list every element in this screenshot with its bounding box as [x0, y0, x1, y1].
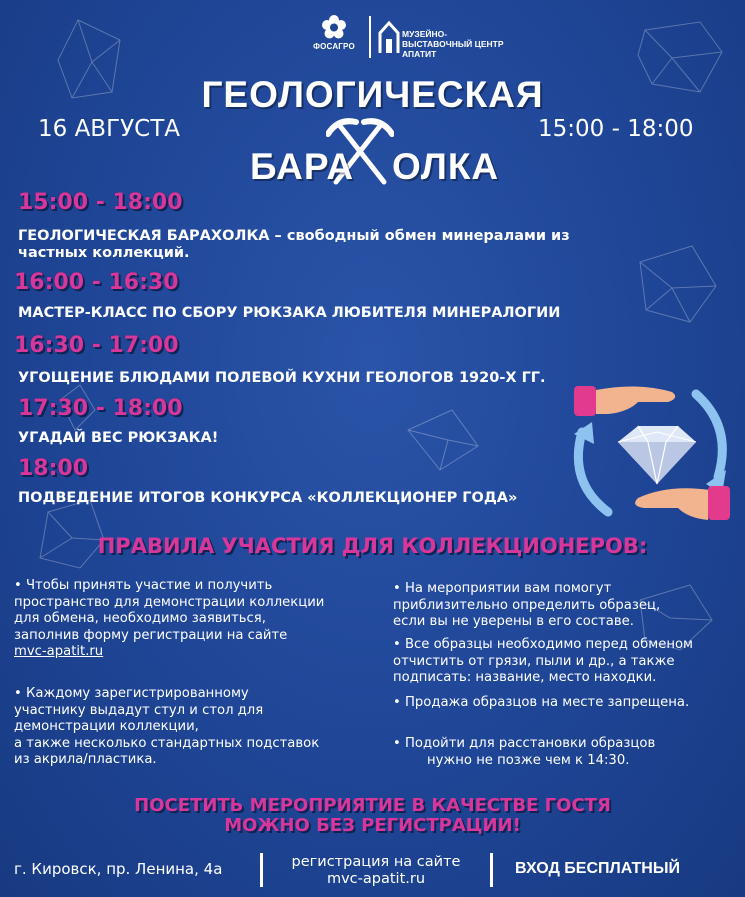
guest-line-1: ПОСЕТИТЬ МЕРОПРИЯТИЕ В КАЧЕСТВЕ ГОСТЯ — [134, 795, 611, 816]
footer-reg-line-1: регистрация на сайте — [291, 854, 461, 870]
rules-heading: ПРАВИЛА УЧАСТИЯ ДЛЯ КОЛЛЕКЦИОНЕРОВ: — [97, 534, 648, 558]
registration-link[interactable]: mvc-apatit.ru — [14, 644, 104, 660]
rule-right-2-line-1: • Все образцы необходимо перед обменом — [393, 637, 693, 652]
rule-right-2-line-3: подписать: название, место находки. — [393, 670, 657, 686]
logo-divider — [369, 16, 371, 58]
rule-right-1-line-3: если вы не уверены в его составе. — [393, 614, 634, 630]
fosagro-label: ФОСАГРО — [313, 42, 355, 51]
schedule-time-4: 17:30 - 18:00 — [18, 396, 183, 421]
rule-right-1-line-2: приблизительно определить образец, — [393, 597, 661, 613]
mvc-line-2: ВЫСТАВОЧНЫЙ ЦЕНТР — [402, 39, 504, 49]
event-time: 15:00 - 18:00 — [538, 116, 694, 142]
rule-right-3 — [393, 695, 738, 712]
hand-icon — [635, 486, 730, 520]
rule-right-4-line-2: нужно не позже чем к 14:30. — [427, 752, 630, 768]
event-date: 16 АВГУСТА — [38, 116, 180, 142]
title-line-2-right: ОЛКА — [392, 146, 500, 187]
flower-logo-icon — [321, 14, 347, 40]
diamond-icon — [618, 426, 696, 484]
rule-right-2 — [393, 637, 738, 687]
rule-left-2-line-2: участнику выдадут стул и стол для — [14, 702, 264, 718]
rule-left-1-line-4: заполнив форму регистрации на сайте — [14, 627, 288, 643]
guest-notice — [0, 796, 745, 836]
rule-right-3-line-1: • Продажа образцов на месте запрещена. — [393, 695, 690, 710]
schedule-text-5: ПОДВЕДЕНИЕ ИТОГОВ КОНКУРСА «КОЛЛЕКЦИОНЕР ГОДА» — [18, 490, 518, 506]
footer-divider-2 — [490, 853, 493, 887]
diamond-exchange-illustration — [568, 372, 738, 532]
rule-right-1-line-1: • На мероприятии вам помогут — [393, 581, 612, 596]
footer-divider-1 — [260, 853, 263, 887]
footer-address: г. Кировск, пр. Ленина, 4а — [14, 860, 223, 878]
rule-right-4-line-1: • Подойти для расстановки образцов — [393, 736, 656, 751]
title-line-2-left: БАРА — [250, 146, 355, 187]
schedule-text-1: ГЕОЛОГИЧЕСКАЯ БАРАХОЛКА – свободный обмен минералами из частных коллекций. — [18, 228, 570, 261]
schedule-text-2: МАСТЕР-КЛАСС ПО СБОРУ РЮКЗАКА ЛЮБИТЕЛЯ МИНЕРАЛОГИИ — [18, 305, 561, 321]
free-entry: ВХОД БЕСПЛАТНЫЙ — [515, 860, 680, 877]
title-line-1: ГЕОЛОГИЧЕСКАЯ — [201, 74, 544, 115]
rule-left-1-line-2: пространство для демонстрации коллекции — [14, 594, 325, 610]
rule-right-4 — [393, 736, 738, 769]
footer-registration — [276, 854, 476, 888]
rule-left-2 — [14, 686, 364, 769]
rule-left-2-line-5: из акрила/пластика. — [14, 752, 157, 768]
rule-left-1 — [14, 578, 364, 661]
rule-left-1-line-3: для обмена, необходимо заявиться, — [14, 611, 266, 627]
schedule-time-3: 16:30 - 17:00 — [14, 333, 179, 358]
fosagro-logo — [304, 14, 364, 51]
schedule-text-4: УГАДАЙ ВЕС РЮКЗАКА! — [18, 430, 219, 446]
rule-left-2-line-3: демонстрации коллекции, — [14, 719, 199, 735]
mvc-line-1: МУЗЕЙНО- — [402, 29, 448, 39]
rule-left-2-line-1: • Каждому зарегистрированному — [14, 686, 249, 701]
schedule-text-3: УГОЩЕНИЕ БЛЮДАМИ ПОЛЕВОЙ КУХНИ ГЕОЛОГОВ 1920-Х ГГ. — [18, 370, 546, 386]
hand-icon — [574, 386, 675, 416]
rule-right-2-line-2: отчистить от грязи, пыли и др., а также — [393, 653, 675, 669]
guest-line-2: МОЖНО БЕЗ РЕГИСТРАЦИИ! — [224, 815, 521, 836]
rule-right-1 — [393, 581, 738, 631]
rule-left-2-line-4: а также несколько стандартных подставок — [14, 735, 320, 751]
schedule-time-5: 18:00 — [18, 456, 89, 481]
schedule-time-1: 15:00 - 18:00 — [18, 190, 183, 215]
house-logo-icon — [378, 19, 400, 55]
footer-reg-link[interactable]: mvc-apatit.ru — [326, 871, 426, 887]
rule-left-1-line-1: • Чтобы принять участие и получить — [14, 578, 273, 593]
schedule-time-2: 16:00 - 16:30 — [14, 270, 179, 295]
mvc-line-3: АПАТИТ — [402, 49, 437, 59]
